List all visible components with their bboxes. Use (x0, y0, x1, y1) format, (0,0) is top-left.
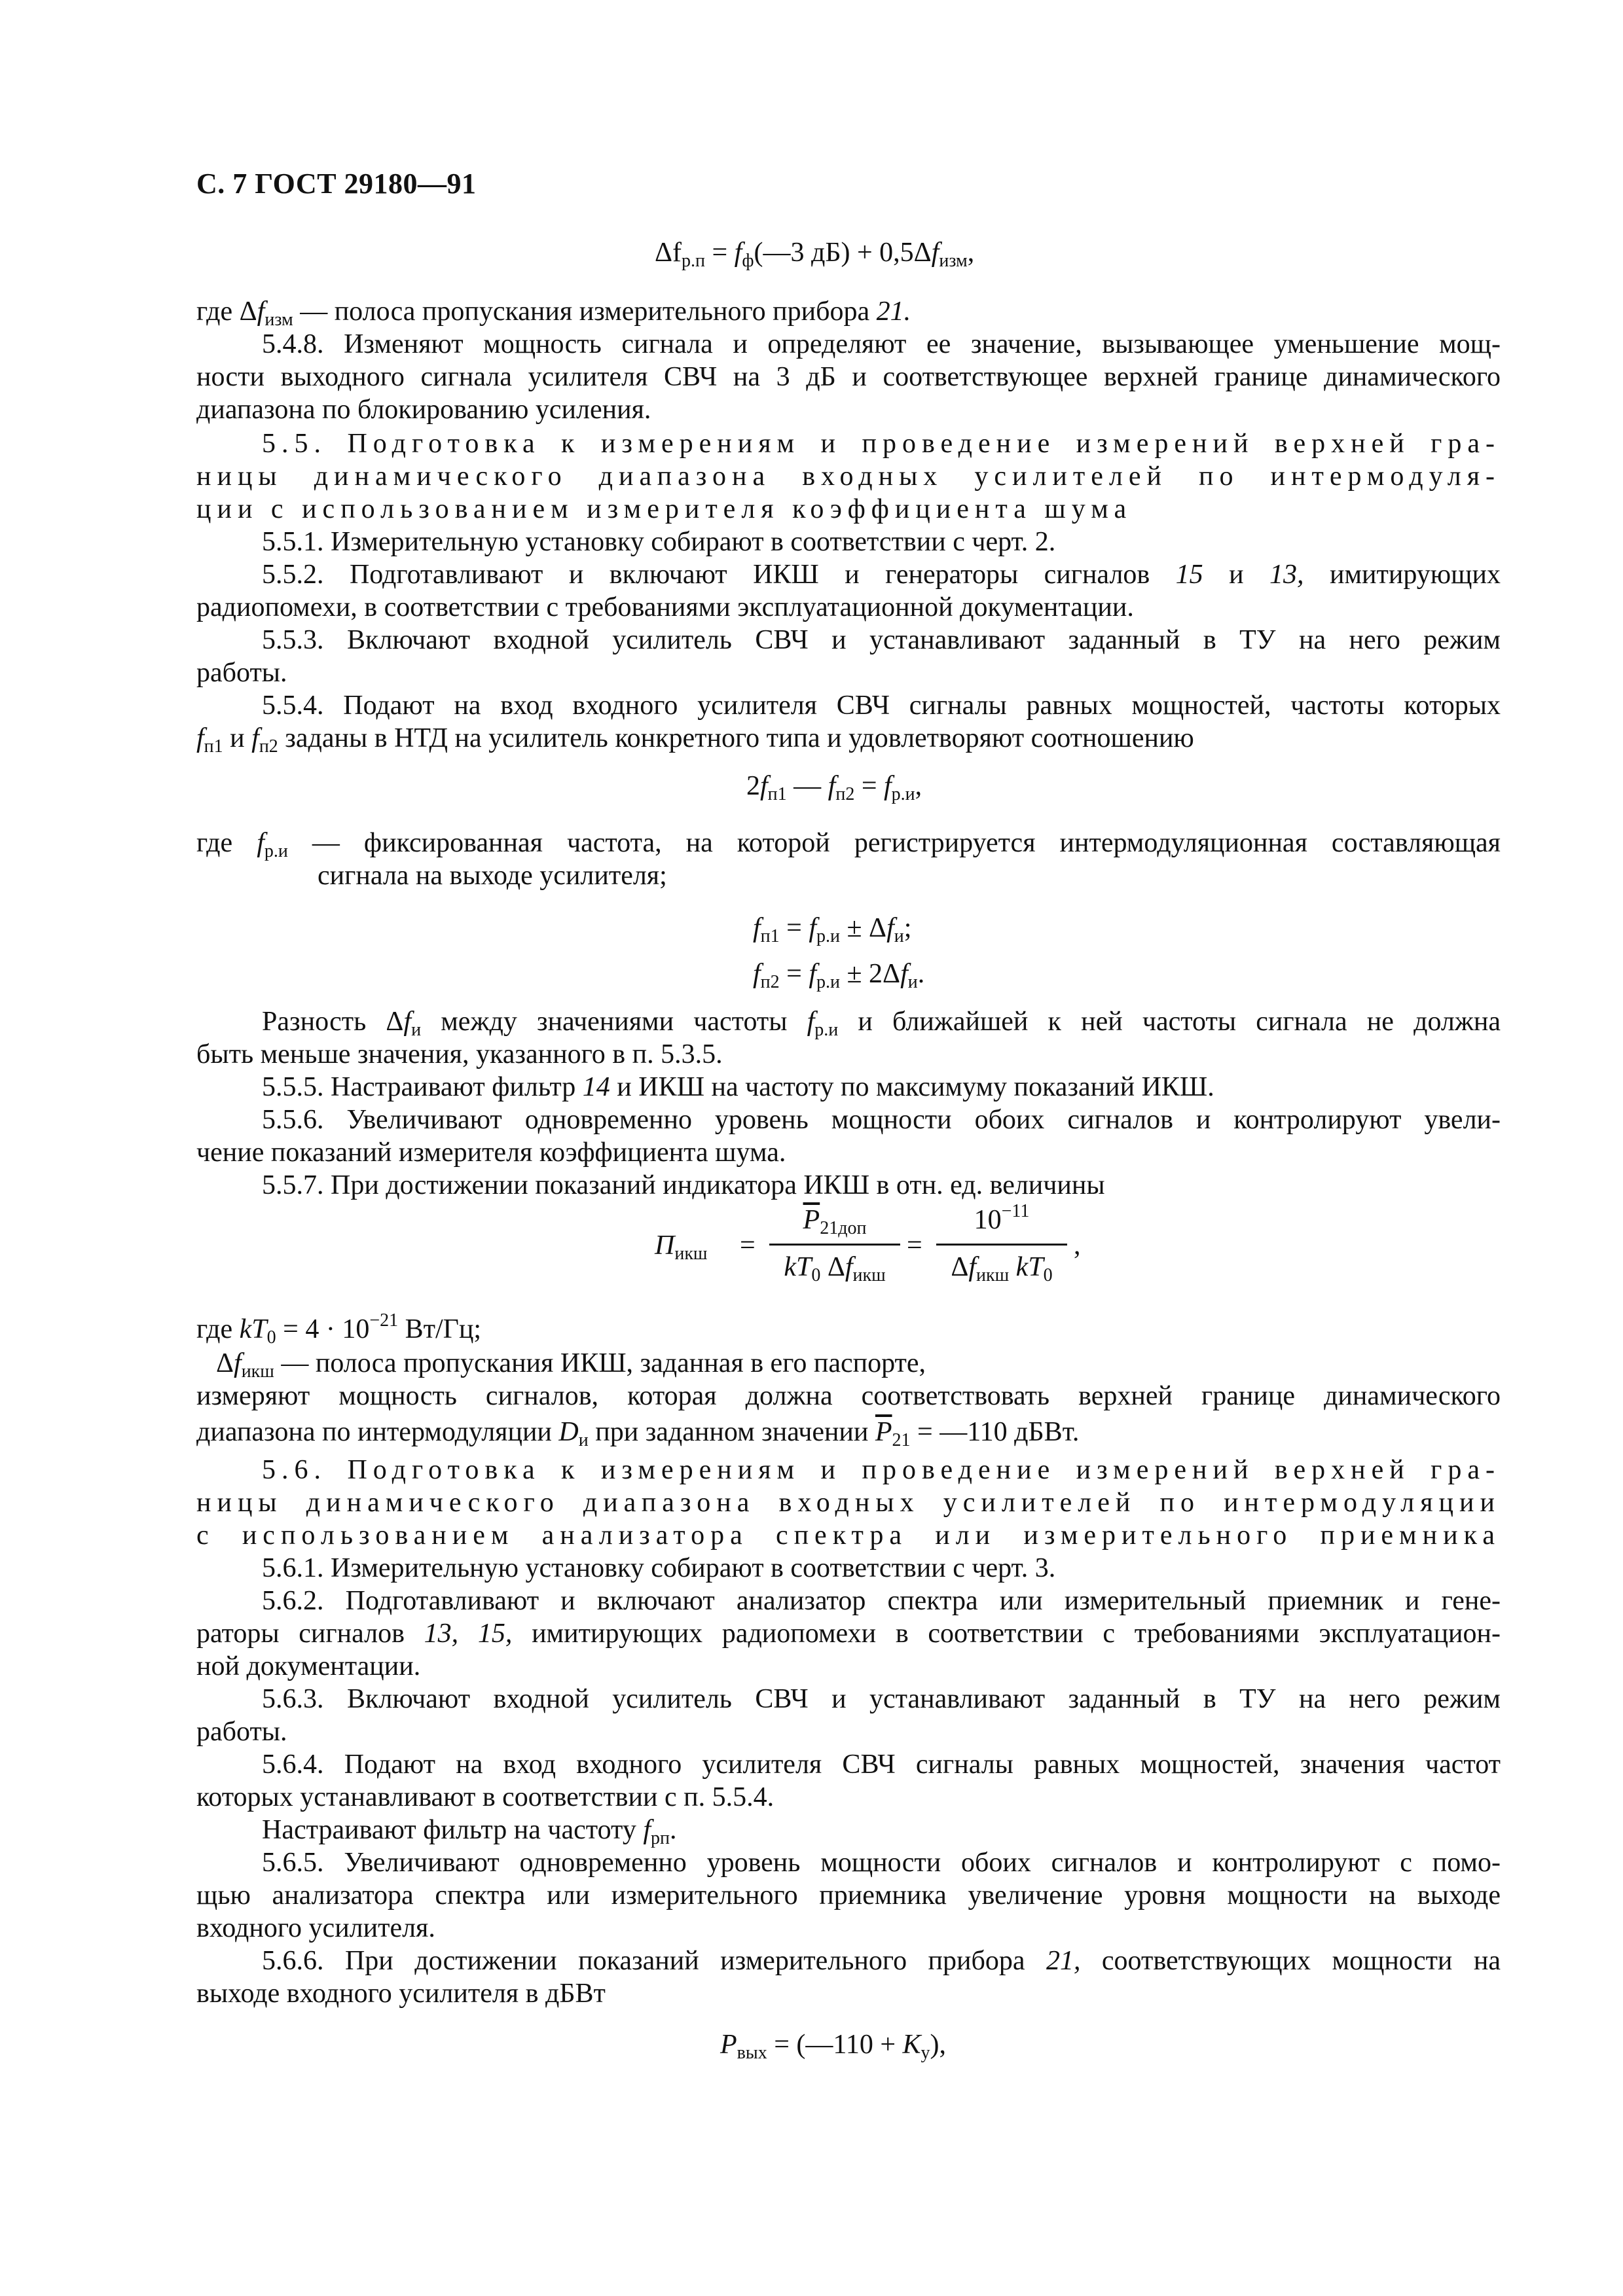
text-line: где $kT_0 = 4 \cdot 10^{-21}$ Вт/Гц; (196, 1310, 482, 1348)
text-line: 5.5.2. Подготавливают и включают ИКШ и генераторы сигналов 15 и 13, имитирующих (262, 560, 1501, 590)
formula-pout: $P_{вых}$ = (—110 + $K_у$), (720, 2030, 947, 2063)
text-line: где $\Delta f_{изм}$ — полоса пропускания измерительного прибора 21. (196, 296, 911, 330)
section-heading: ницы динамического диапазона входных усилителей по интермодуляции (196, 1488, 1501, 1518)
text-line: которых устанавливают в соответствии с п. 5.5.4. (196, 1782, 775, 1812)
text-line: 5.5.5. Настраивают фильтр 14 и ИКШ на частоту по максимуму показаний ИКШ. (262, 1072, 1214, 1102)
text-line: Разность $\Delta f_и$ между значениями частоты $f_{р.и}$ и ближайшей к ней частоты сигнала не должна (262, 1007, 1501, 1040)
text-line: 5.6.5. Увеличивают одновременно уровень мощности обоих сигналов и контролируют с помо- (262, 1848, 1501, 1878)
text-line: выходе входного усилителя в дБВт (196, 1979, 606, 2009)
text-line: где $f_{р.и}$ — фиксированная частота, на которой регистрируется интермодуляционная составляющая (196, 828, 1501, 861)
text-line: 5.5.6. Увеличивают одновременно уровень мощности обоих сигналов и контролируют увели- (262, 1105, 1501, 1135)
text-line: $f_{п1}$ и $f_{п2}$ заданы в НТД на усилитель конкретного типа и удовлетворяют соотношению (196, 723, 1194, 757)
text-line: работы. (196, 658, 287, 688)
text-line: чение показаний измерителя коэффициента шума. (196, 1138, 786, 1168)
text-line: 5.6.6. При достижении показаний измерительного прибора 21, соответствующих мощности на (262, 1946, 1501, 1976)
text-line: 5.6.4. Подают на вход входного усилителя СВЧ сигналы равных мощностей, значения частот (262, 1749, 1501, 1780)
text-line: радиопомехи, в соответствии с требованиями эксплуатационной документации. (196, 592, 1134, 622)
text-line: измеряют мощность сигналов, которая должна соответствовать верхней границе динамического (196, 1381, 1501, 1411)
fraction-bar (936, 1244, 1067, 1246)
text-line: Настраивают фильтр на частоту $f_{рп}$. (262, 1815, 677, 1848)
formula-fn2: $f_{п2} = f_{р.и} \pm 2\Delta f_и$. (753, 959, 925, 992)
text-line: 5.6.3. Включают входной усилитель СВЧ и устанавливают заданный в ТУ на него режим (262, 1684, 1501, 1714)
section-heading: 5.6. Подготовка к измерениям и проведение измерений верхней гра- (262, 1455, 1501, 1485)
document-page: С. 7 ГОСТ 29180—91 $\Delta f_{р.п}$ = $f_ф(—3$ $дБ) + 0,5\Delta f_{изм}$, где $\Delta f_{изм}$ — полоса пропускания измерительного прибора 21. 5.4.8. Изменяют мощность сигнала и определяют ее значение, вызывающее уменьшение мощ- ности выходного сигнала усилителя СВЧ на 3 дБ и соответствующее верхней границе динамического диапазона по блокированию усиления. 5.5. Подготовка к измерениям и проведение измерений верхней гра- ницы динамического диапазона входных усилителей по интермодуля- ции с использованием измерителя коэффициента шума 5.5.1. Измерительную установку собирают в соответствии с черт. 2. 5.5.2. Подготавливают и включают ИКШ и генераторы сигналов 15 и 13, имитирующих радиопомехи, в соответствии с требованиями эксплуатационной документации. 5.5.3. Включают входной усилитель СВЧ и устанавливают заданный в ТУ на него режим работы. 5.5.4. Подают на вход входного усилителя СВЧ сигналы равных мощностей, частоты которых $f_{п1}$ и $f_{п2}$ заданы в НТД на усилитель конкретного типа и удовлетворяют соотношению $2f_{п1}$ — $f_{п2} = f_{р.и}$, где $f_{р.и}$ — фиксированная частота, на которой регистрируется интермодуляционная составляющая сигнала на выходе усилителя; $f_{п1} = f_{р.и} \pm \Delta f_и$; $f_{п2} = f_{р.и} \pm 2\Delta f_и$. Разность $\Delta f_и$ между значениями частоты $f_{р.и}$ и ближайшей к ней частоты сигнала не должна быть меньше значения, указанного в п. 5.3.5. 5.5.5. Настраивают фильтр 14 и ИКШ на частоту по максимуму показаний ИКШ. 5.5.6. Увеличивают одновременно уровень мощности обоих сигналов и контролируют увели- чение показаний измерителя коэффициента шума. 5.5.7. При достижении показаний индикатора ИКШ в отн. ед. величины $П_{икш}$ = $\overline{P}_{21доп}$ $kT_0$ $\Delta f_{икш}$ = $10^{-11}$ $\Delta f_{икш}$ $kT_0$ , где $kT_0 = 4 \cdot 10^{-21}$ Вт/Гц; $\Delta f_{икш}$ — полоса пропускания ИКШ, заданная в его паспорте, измеряют мощность сигналов, которая должна соответствовать верхней границе динамического диапазона по интермодуляции $D_и$ при заданном значении $\overline{P}_{21}$ = —110 дБВт. 5.6. Подготовка к измерениям и проведение измерений верхней гра- ницы динамического диапазона входных усилителей по интермодуляции с использованием анализатора спектра или измерительного приемника 5.6.1. Измерительную установку собирают в соответствии с черт. 3. 5.6.2. Подготавливают и включают анализатор спектра или измерительный приемник и гене- раторы сигналов 13, 15, имитирующих радиопомехи в соответствии с требованиями эксплуатацион- ной документации. 5.6.3. Включают входной усилитель СВЧ и устанавливают заданный в ТУ на него режим работы. 5.6.4. Подают на вход входного усилителя СВЧ сигналы равных мощностей, значения частот которых устанавливают в соответствии с п. 5.5.4. Настраивают фильтр на частоту $f_{рп}$. 5.6.5. Увеличивают одновременно уровень мощности обоих сигналов и контролируют с помо- щью анализатора спектра или измерительного приемника увеличение уровня мощности на выходе входного усилителя. 5.6.6. При достижении показаний измерительного прибора 21, соответствующих мощности на выходе входного усилителя в дБВт $P_{вых}$ = (—110 + $K_у$), (196, 168, 1501, 2063)
text-line: диапазона по интермодуляции $D_и$ при заданном значении $\overline{P}_{21}$ = —110 дБВт. (196, 1417, 1080, 1450)
formula-intermod: $2f_{п1}$ — $f_{п2} = f_{р.и}$, (746, 771, 922, 804)
text-line: диапазона по блокированию усиления. (196, 395, 651, 425)
text-line: щью анализатора спектра или измерительного приемника увеличение уровня мощности на выходе (196, 1880, 1501, 1910)
text-line: 5.5.4. Подают на вход входного усилителя СВЧ сигналы равных мощностей, частоты которых (262, 691, 1501, 721)
page-header: С. 7 ГОСТ 29180—91 (196, 168, 477, 200)
text-line: $\Delta f_{икш}$ — полоса пропускания ИКШ, заданная в его паспорте, (216, 1348, 926, 1382)
formula-passband: $\Delta f_{р.п}$ = $f_ф(—3$ $дБ) + 0,5\Delta f_{изм}$, (655, 238, 975, 271)
text-line: 5.5.1. Измерительную установку собирают в соответствии с черт. 2. (262, 527, 1056, 557)
section-heading: с использованием анализатора спектра или измерительного приемника (196, 1520, 1501, 1551)
text-line: входного усилителя. (196, 1913, 435, 1943)
text-line: 5.5.7. При достижении показаний индикатора ИКШ в отн. ед. величины (262, 1170, 1105, 1200)
section-heading: ции с использованием измерителя коэффициента шума (196, 494, 1133, 524)
section-heading: ницы динамического диапазона входных усилителей по интермодуля- (196, 461, 1501, 492)
text-line: работы. (196, 1717, 287, 1747)
text-line: ной документации. (196, 1651, 421, 1681)
text-line: быть меньше значения, указанного в п. 5.3.5. (196, 1039, 723, 1069)
text-line: ности выходного сигнала усилителя СВЧ на 3 дБ и соответствующее верхней границе динамического (196, 362, 1501, 392)
text-line: 5.5.3. Включают входной усилитель СВЧ и устанавливают заданный в ТУ на него режим (262, 625, 1501, 655)
text-line: сигнала на выходе усилителя; (318, 861, 667, 891)
formula-fn1: $f_{п1} = f_{р.и} \pm \Delta f_и$; (753, 913, 912, 946)
section-heading: 5.5. Подготовка к измерениям и проведение измерений верхней гра- (262, 429, 1501, 459)
text-line: 5.6.1. Измерительную установку собирают в соответствии с черт. 3. (262, 1553, 1056, 1583)
text-line: раторы сигналов 13, 15, имитирующих радиопомехи в соответствии с требованиями эксплуатацион- (196, 1619, 1501, 1649)
fraction-bar (769, 1244, 900, 1246)
text-line: 5.4.8. Изменяют мощность сигнала и определяют ее значение, вызывающее уменьшение мощ- (262, 329, 1501, 359)
text-line: 5.6.2. Подготавливают и включают анализатор спектра или измерительный приемник и гене- (262, 1586, 1501, 1616)
